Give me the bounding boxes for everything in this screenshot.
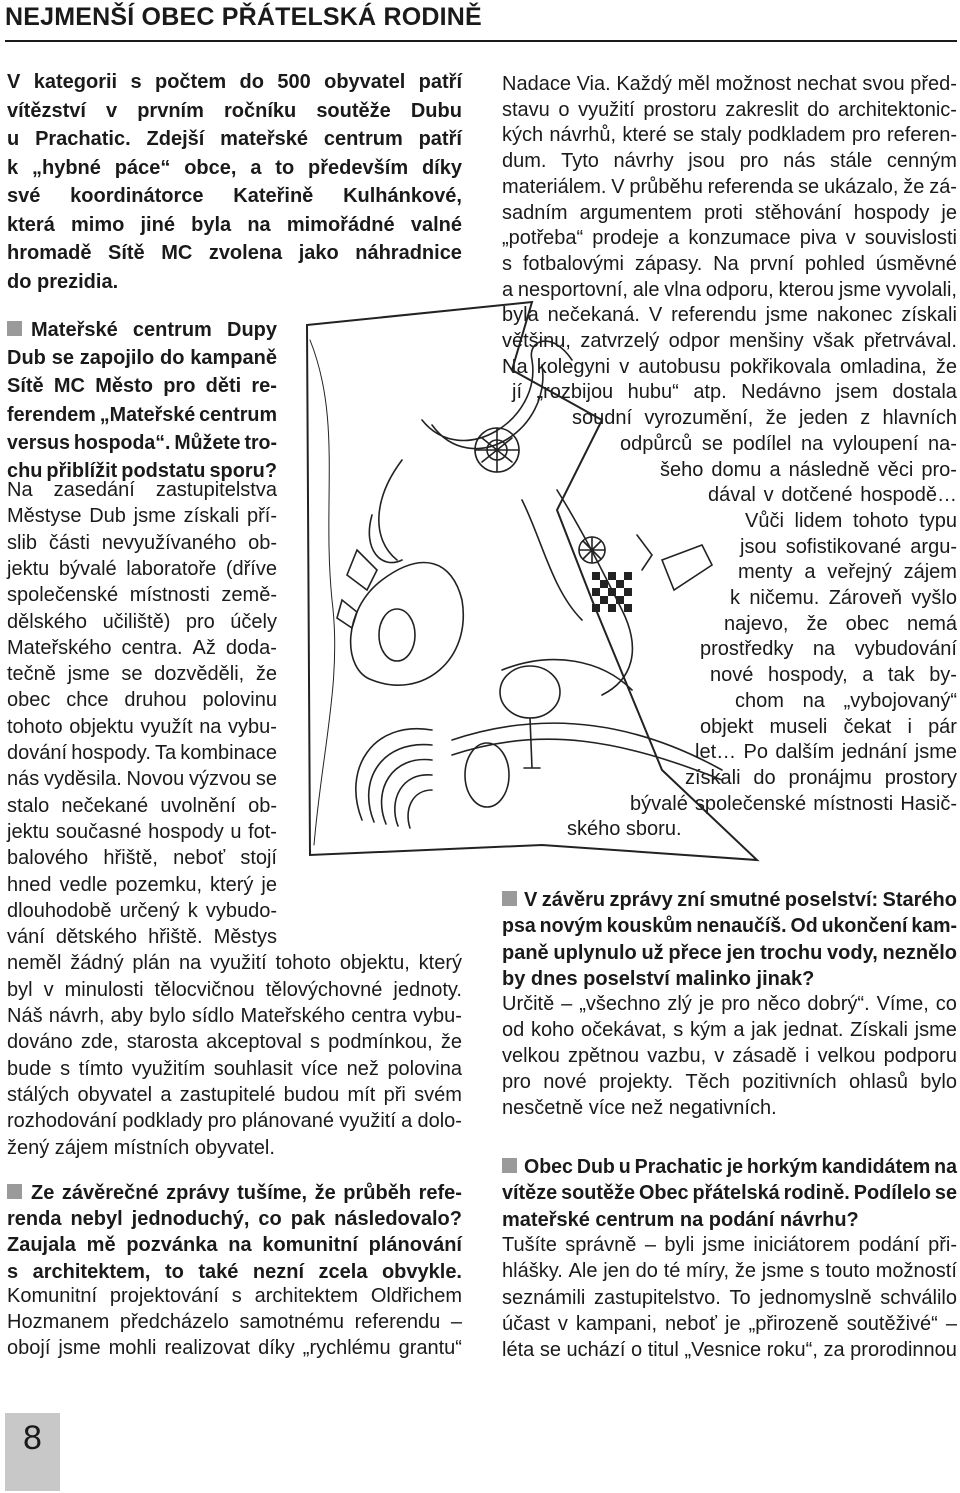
q1-line: ferendem „Mateřské centrum <box>7 403 277 426</box>
a1-line: Městyse Dub jsme získali pří- <box>7 505 277 528</box>
right_col-line: s fotbalovými zápasy. Na první pohled úsměvné <box>502 252 957 275</box>
a1-line: byl v minulosti tělocvičnou tělovýchovné jednoty. <box>7 978 462 1001</box>
a1-line: Mateřského centra. Až doda- <box>7 636 277 659</box>
right_col-line: dum. Tyto návrhy jsou pro nás stále cenným <box>502 150 957 173</box>
a1-line: dlouhodobě určený k vybudo- <box>7 899 277 922</box>
a1-line: jektu bývalé laboratoře (dříve <box>7 557 277 580</box>
a1-line: rozhodování podklady pro plánované využití a dolo- <box>7 1110 462 1133</box>
site-plan-sketch <box>302 300 762 870</box>
right_col-line: Vůči lidem tohoto typu <box>745 509 957 532</box>
a2-line: Hozmanem předcházelo samotnému referendu – <box>7 1311 462 1333</box>
a1-line: dováno zde, starosta akceptoval s podmínkou, že <box>7 1031 462 1054</box>
a4-line: seznámili zastupitelstvo. To jednomyslně schválilo <box>502 1286 957 1309</box>
a3-line: nesčetně více než negativních. <box>502 1097 777 1119</box>
right_col-line: soudní vyrozumění, že jeden z hlavních <box>572 407 957 430</box>
q3-line: by dnes poselství malinko jinak? <box>502 967 815 990</box>
right_col-line: jsou sofistikované argu- <box>740 535 957 558</box>
a4-line: hlášky. Ale jen do té míry, že jsme s touto možností <box>502 1260 957 1283</box>
right_col-line: dával v dotčené hospodě… <box>708 484 957 507</box>
a1-line: obec chce druhou polovinu <box>7 689 277 712</box>
right_col-line: objekt museli čekat i pár <box>700 715 957 738</box>
article-title: NEJMENŠÍ OBEC PŘÁTELSKÁ RODINĚ <box>5 3 482 31</box>
q4-line: mateřské centrum na podání návrhu? <box>502 1208 859 1231</box>
a1-line: stálých obyvatel a zastupitelé budou mít při svém <box>7 1083 462 1106</box>
intro-line: u Prachatic. Zdejší mateřské centrum patří <box>7 128 462 150</box>
a1-line: stalo nečekané uvolnění ob- <box>7 794 277 817</box>
a1-line: neměl žádný plán na využití tohoto objektu, který <box>7 952 462 975</box>
right_col-line: nové hospody, a tak by- <box>710 664 957 687</box>
right_col-line: menty a veřejný zájem <box>738 561 957 584</box>
right_col-line: Na kolegyni v autobusu pokřikovala omladina, že <box>502 355 957 378</box>
page-number-box <box>5 1413 60 1491</box>
intro-line: k „hybné páce“ obce, a to především díky <box>7 156 462 179</box>
a1-line: slib části nevyužívaného ob- <box>7 531 277 554</box>
right_col-line: chom na „vybojovaný“ <box>735 689 957 712</box>
a3-line: od koho očekávat, s kým a jak jednat. Získali jsme <box>502 1019 957 1041</box>
a1-line: tečně jsme se dozvěděli, že <box>7 663 277 686</box>
q3-line: psa novým kouskům nenaučíš. Od ukončení kam- <box>502 915 957 938</box>
a2-line: Komunitní projektování s architektem Oldřichem <box>7 1285 462 1307</box>
a4-line: léta se uchází o titul „Vesnice roku“, za prorodinnou <box>502 1339 957 1362</box>
q4-line: vítěze soutěže Obec přátelská rodině. Podílelo se <box>502 1182 957 1205</box>
page-number: 8 <box>23 1419 42 1457</box>
right_col-line: sadním argumentem proti stěhování hospody je <box>502 201 957 224</box>
a1-line: balového hřiště, neboť stojí <box>7 847 277 870</box>
intro-line: hromadě Sítě MC zvolena jako náhradnice <box>7 242 462 264</box>
a1-line: jektu současné hospody u fot- <box>7 820 277 843</box>
a1-line: společenské místnosti země- <box>7 584 277 607</box>
q1-line: Sítě MC Město pro děti re- <box>7 375 277 398</box>
right_col-line: odpůrců se podílel na vyloupení na- <box>620 432 957 455</box>
a1-line: dělského učiliště) pro účely <box>7 610 277 633</box>
q2-line: Zaujala mě pozvánka na komunitní plánování <box>7 1234 462 1257</box>
right_col-line: ského sboru. <box>567 818 682 841</box>
a4-line: Tušíte správně – byli jsme iniciátorem podání při- <box>502 1234 957 1256</box>
right_col-line: jí „rozbijou hubu“ atp. Nedávno jsem dostala <box>512 381 957 404</box>
a1-line: vání dětského hřiště. Městys <box>7 926 277 949</box>
a3-line: velkou zpětnou vazbu, v zásadě i velkou podporu <box>502 1045 957 1067</box>
a1-line: nás vyděsila. Novou výzvou se <box>7 768 277 791</box>
q2-line: s architektem, to také nezní zcela obvykle. <box>7 1260 462 1283</box>
a1-line: tohoto objektu využít na vybu- <box>7 715 277 738</box>
right_col-line: většinu, zatvrzelý odpor menšiny však přetrvával. <box>502 330 957 352</box>
right_col-line: „potřeba“ prodeje a konzumace piva v souvislosti <box>502 227 957 250</box>
q1-line: Dub se zapojilo do kampaně <box>7 347 277 370</box>
right_col-line: kých návrhů, které se staly podkladem pro referen- <box>502 124 957 147</box>
right_col-line: materiálem. V průběhu referenda se ukázalo, že zá- <box>502 175 957 198</box>
q1-line: chu přiblížit podstatu sporu? <box>7 460 277 482</box>
right_col-line: byla nečekaná. V referendu jsme nakonec získali <box>502 304 957 327</box>
q3-line: paně uplynulo už přece jen trochu vody, neznělo <box>502 941 957 964</box>
right_col-line: k ničemu. Zároveň vyšlo <box>730 587 957 609</box>
intro-line: V kategorii s počtem do 500 obyvatel patří <box>7 71 462 93</box>
a2-line: obojí jsme mohli realizovat díky „rychlému grantu“ <box>7 1337 462 1359</box>
q4-line: Obec Dub u Prachatic je horkým kandidátem na <box>524 1156 957 1178</box>
a3-line: pro nové projekty. Těch pozitivních ohlasů bylo <box>502 1071 957 1093</box>
question-marker <box>502 891 517 906</box>
right_col-line: a nesportovní, ale vlna odporu, kterou jsme vyvolali, <box>502 278 957 301</box>
intro-line: své koordinátorce Kateřině Kulhánkové, <box>7 185 462 207</box>
intro-line: která mimo jiné byla na mimořádné valné <box>7 213 462 236</box>
a1-line: bude s tímto využitím souhlasit více než polovina <box>7 1057 462 1080</box>
intro-line: do prezidia. <box>7 270 119 293</box>
question-marker <box>7 321 22 336</box>
right_col-line: najevo, že obec nemá <box>724 612 957 635</box>
question-marker <box>502 1158 517 1173</box>
a1-line: Náš návrh, aby bylo sídlo Mateřského centra vybu- <box>7 1005 462 1027</box>
question-marker <box>7 1184 22 1199</box>
q1-line: Mateřské centrum Dupy <box>31 319 277 341</box>
right_col-line: bývalé společenské místnosti Hasič- <box>630 792 957 815</box>
q3-line: V závěru zprávy zní smutné poselství: Starého <box>524 889 957 911</box>
q2-line: Ze závěrečné zprávy tušíme, že průběh refe- <box>31 1182 462 1204</box>
a1-line: dování hospody. Ta kombinace <box>7 742 277 764</box>
q2-line: renda nebyl jednoduchý, co pak následovalo? <box>7 1208 462 1231</box>
a1-line: Na zasedání zastupitelstva <box>7 479 277 501</box>
right_col-line: Nadace Via. Každý měl možnost nechat svou před- <box>502 73 957 95</box>
q1-line: versus hospoda“. Můžete tro- <box>7 431 277 454</box>
a1-line: hned vedle pozemku, který je <box>7 873 277 896</box>
right_col-line: stavu o využití prostoru zakreslit do architektonic- <box>502 98 957 121</box>
right_col-line: prostředky na vybudování <box>700 638 957 661</box>
right_col-line: šeho domu a následně věci pro- <box>660 458 957 481</box>
intro-line: vítězství v prvním ročníku soutěže Dubu <box>7 99 462 122</box>
a3-line: Určitě – „všechno zlý je pro něco dobrý“. Víme, co <box>502 993 957 1015</box>
a1-line: žený zájem místních obyvatel. <box>7 1136 275 1159</box>
right_col-line: let… Po dalším jednání jsme <box>695 741 957 764</box>
chessboard-figure <box>592 572 632 612</box>
right_col-line: získali do pronájmu prostory <box>685 766 957 789</box>
a4-line: účast v kampani, neboť je „přirozeně soutěživé“ – <box>502 1312 957 1335</box>
